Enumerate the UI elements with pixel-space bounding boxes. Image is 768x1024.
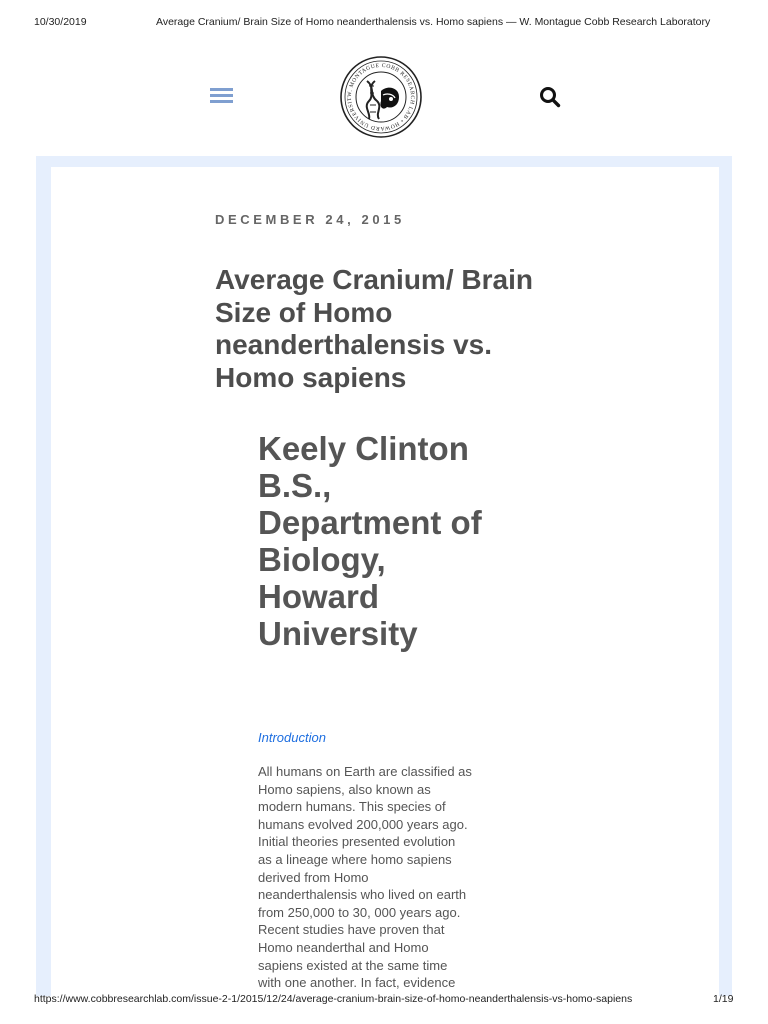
author-line: Keely Clinton xyxy=(258,430,469,467)
menu-button[interactable] xyxy=(208,85,236,107)
article-body xyxy=(258,763,520,992)
body-line: humans evolved 200,000 years ago. xyxy=(258,816,468,832)
search-icon xyxy=(538,85,564,109)
body-line: modern humans. This species of xyxy=(258,799,446,815)
author-line: Department of xyxy=(258,504,482,541)
author-line: Howard xyxy=(258,578,380,615)
hamburger-menu-icon xyxy=(210,88,233,91)
post-date: DECEMBER 24, 2015 xyxy=(215,212,405,227)
print-page-title: Average Cranium/ Brain Size of Homo neanderthalensis vs. Homo sapiens — W. Montague Cobb Research Laboratory xyxy=(156,16,711,28)
print-url: https://www.cobbresearchlab.com/issue-2-1/2015/12/24/average-cranium-brain-size-of-homo-neanderthalensis-vs-homo-sapiens xyxy=(34,993,633,1005)
logo-seal-text: W. MONTAGUE COBB RESEARCH LAB • HOWARD UNIVERSIT xyxy=(346,62,416,132)
print-footer xyxy=(0,993,768,1009)
body-line: sapiens existed at the same time xyxy=(258,957,448,973)
body-line: Initial theories presented evolution xyxy=(258,834,456,850)
body-line: with one another. In fact, evidence xyxy=(258,975,456,991)
search-button[interactable] xyxy=(538,85,564,109)
body-line: All humans on Earth are classified as xyxy=(258,764,472,779)
body-line: Recent studies have proven that xyxy=(258,922,445,938)
author-line: University xyxy=(258,615,418,652)
body-line: Homo sapiens, also known as xyxy=(258,781,431,797)
print-date: 10/30/2019 xyxy=(34,16,87,28)
body-line: Homo neanderthal and Homo xyxy=(258,939,429,955)
body-line: as a lineage where homo sapiens xyxy=(258,851,452,867)
print-header xyxy=(0,16,768,32)
section-heading-introduction: Introduction xyxy=(258,730,326,745)
article-title: Average Cranium/ Brain Size of Homo neanderthalensis vs. Homo sapiens xyxy=(215,264,533,393)
author-block xyxy=(258,430,548,652)
body-line: from 250,000 to 30, 000 years ago. xyxy=(258,904,461,920)
author-line: B.S., xyxy=(258,467,332,504)
body-line: derived from Homo xyxy=(258,869,369,885)
site-logo[interactable] xyxy=(339,55,423,139)
cobb-research-lab-seal-icon xyxy=(339,55,423,139)
body-line: neanderthalensis who lived on earth xyxy=(258,887,467,903)
author-line: Biology, xyxy=(258,541,386,578)
print-page-number: 1/19 xyxy=(713,993,734,1005)
